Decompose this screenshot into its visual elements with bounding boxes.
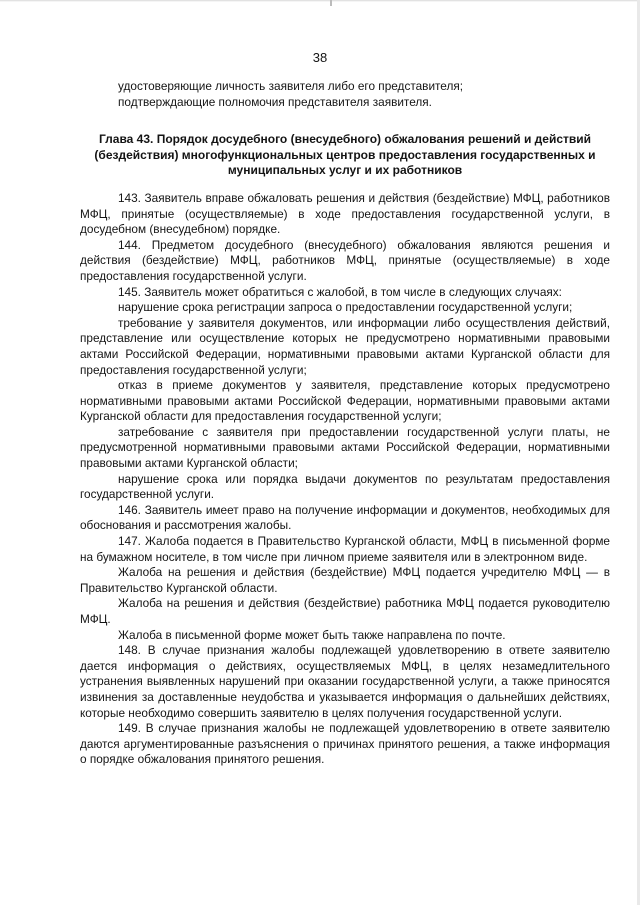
top-line: подтверждающие полномочия представителя заявителя.	[118, 94, 432, 109]
paragraph: Жалоба на решения и действия (бездействие) МФЦ подается учредителю МФЦ — в Правительство Курганской области.	[80, 565, 610, 595]
paragraph: нарушение срока или порядка выдачи документов по результатам предоставления государственной услуги.	[80, 471, 610, 502]
paragraph: 149. В случае признания жалобы не подлежащей удовлетворению в ответе заявителю даются аргументированные разъяснения о причинах принятого решения, а также информация о порядке обжалования принятого решения.	[80, 721, 610, 767]
paragraph: нарушение срока регистрации запроса о предоставлении государственной услуги;	[118, 300, 573, 315]
paragraph: требование у заявителя документов, или информации либо осуществления действий, представление или осуществление которых не предусмотрено нормативными правовыми актами Российской Федерации, нормативными правовыми актами Курганской области для предоставления государственной услуги;	[80, 315, 610, 377]
paragraph: 145. Заявитель может обратиться с жалобой, в том числе в следующих случаях:	[118, 284, 562, 299]
paragraph: 148. В случае признания жалобы подлежащей удовлетворению в ответе заявителю дается информация о действиях, осуществляемых МФЦ, в целях незамедлительного устранения выявленных нарушений при оказании государственной услуги, а также приносятся извинения за доставленные неудобства и указывается информация о дальнейших действиях, которые необходимо совершить заявителю в целях получения государственной услуги.	[80, 643, 610, 720]
paragraph: 144. Предметом досудебного (внесудебного) обжалования являются решения и действия (бездействие) МФЦ, работников МФЦ, принятые (осуществляемые) в ходе предоставления государственной услуги.	[80, 237, 610, 283]
paragraph: затребование с заявителя при предоставлении государственной услуги платы, не предусмотренной нормативными правовыми актами Российской Федерации, нормативными правовыми актами Курганской области;	[80, 424, 610, 471]
paragraph: отказ в приеме документов у заявителя, представление которых предусмотрено нормативными правовыми актами Российской Федерации, нормативными правовыми актами Курганской области для предоставления государственной услуги;	[80, 378, 610, 424]
top-line: удостоверяющие личность заявителя либо его представителя;	[118, 79, 464, 93]
paragraph: 143. Заявитель вправе обжаловать решения и действия (бездействие) МФЦ, работников МФЦ, принятые (осуществляемые) в ходе предоставления государственной услуги, в досудебном (внесудебном) порядке.	[80, 190, 610, 237]
chapter-heading: Глава 43. Порядок досудебного (внесудебного) обжалования решений и действий (бездействия) многофункциональных центров предоставления государственных и муниципальных услуг и их работников	[94, 132, 596, 178]
paragraph: Жалоба в письменной форме может быть также направлена по почте.	[118, 627, 506, 642]
page-number: 38	[312, 50, 328, 65]
document-body	[80, 79, 610, 768]
scan-top-edge	[0, 0, 640, 2]
paragraph: 147. Жалоба подается в Правительство Курганской области, МФЦ в письменной форме на бумажном носителе, в том числе при личном приеме заявителя или в электронном виде.	[80, 534, 610, 564]
scan-mark	[330, 0, 332, 6]
paragraph: Жалоба на решения и действия (бездействие) работника МФЦ подается руководителю МФЦ.	[80, 596, 610, 626]
paragraph: 146. Заявитель имеет право на получение информации и документов, необходимых для обоснования и рассмотрения жалобы.	[80, 502, 610, 533]
